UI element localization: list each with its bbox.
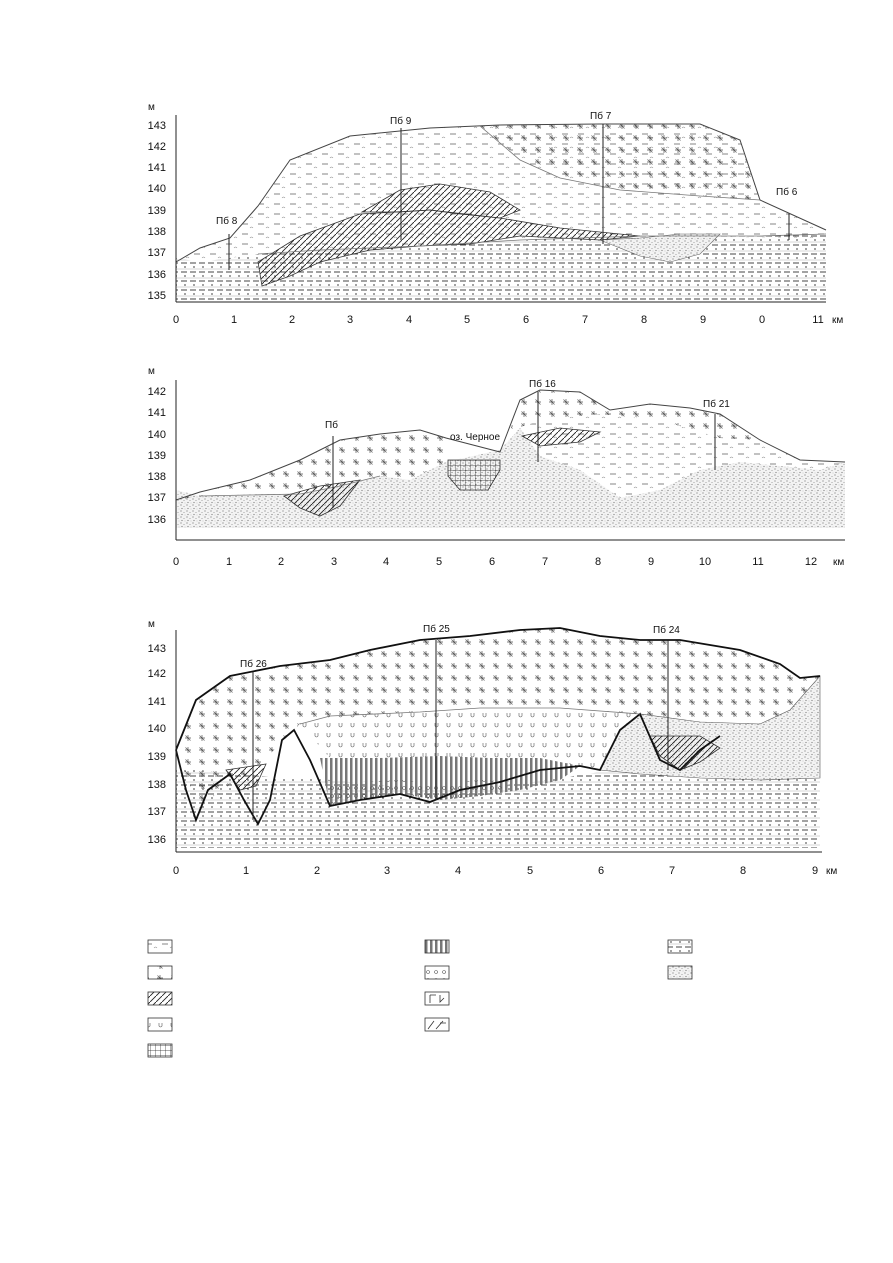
p2-ytick-1: 141 <box>147 407 166 419</box>
legend-swatch-hatch <box>148 992 172 1005</box>
profile-1 <box>148 102 844 326</box>
p2-xtick-12: 12 <box>804 556 818 568</box>
p2-y-unit: м <box>148 366 155 377</box>
p1-x-unit: км <box>832 315 844 326</box>
p2-ytick-5: 137 <box>147 492 166 504</box>
p2-xtick-1: 1 <box>225 556 233 568</box>
p3-xtick-7: 7 <box>668 865 676 877</box>
p3-ytick-7: 136 <box>147 834 166 846</box>
p1-borehole-label-0: Пб 8 <box>216 216 238 227</box>
p3-xtick-0: 0 <box>172 865 180 877</box>
p1-xtick-11: 11 <box>812 314 824 326</box>
p2-borehole-label-2: Пб 21 <box>703 399 730 410</box>
legend-swatch-box-slash <box>425 1018 449 1031</box>
p1-xtick-3: 3 <box>346 314 354 326</box>
p2-ytick-3: 139 <box>147 450 166 462</box>
p3-ytick-1: 142 <box>147 668 166 680</box>
p1-xtick-8: 8 <box>640 314 648 326</box>
p1-xtick-5: 5 <box>463 314 471 326</box>
p1-ytick-6: 137 <box>147 247 166 259</box>
legend-swatch-grid <box>148 1044 172 1057</box>
p1-ytick-5: 138 <box>147 226 166 238</box>
legend-swatch-clay-dash <box>668 940 692 953</box>
p1-ytick-4: 139 <box>147 205 166 217</box>
p2-borehole-label-1: Пб 16 <box>529 379 556 390</box>
p2-xtick-0: 0 <box>172 556 180 568</box>
p3-borehole-label-0: Пб 26 <box>240 659 267 670</box>
p2-xtick-8: 8 <box>594 556 602 568</box>
p2-ytick-2: 140 <box>147 429 166 441</box>
p2-borehole-label-0: Пб <box>325 420 338 431</box>
legend-swatch-circles <box>425 966 449 979</box>
p3-ytick-3: 140 <box>147 723 166 735</box>
p1-ytick-3: 140 <box>147 183 166 195</box>
p3-xtick-8: 8 <box>739 865 747 877</box>
p2-ytick-4: 138 <box>147 471 166 483</box>
p1-y-unit: м <box>148 102 155 113</box>
p1-xtick-10: 0 <box>758 314 766 326</box>
p1-borehole-label-1: Пб 9 <box>390 116 412 127</box>
p3-y-unit: м <box>148 619 155 630</box>
legend-swatch-dash-tilde <box>148 940 172 953</box>
p2-xtick-3: 3 <box>330 556 338 568</box>
p3-borehole-label-2: Пб 24 <box>653 625 680 636</box>
profile-2 <box>148 366 845 568</box>
p3-xtick-2: 2 <box>313 865 321 877</box>
p3-xtick-6: 6 <box>597 865 605 877</box>
p1-xtick-6: 6 <box>522 314 530 326</box>
p3-xtick-4: 4 <box>454 865 462 877</box>
p1-y-ticks <box>148 120 166 302</box>
legend <box>148 940 692 1057</box>
p1-ytick-8: 135 <box>147 290 166 302</box>
p3-xtick-5: 5 <box>526 865 534 877</box>
p3-ytick-2: 141 <box>147 696 166 708</box>
profile-3 <box>148 619 838 877</box>
legend-swatch-swamp <box>148 966 172 979</box>
p2-x-ticks <box>173 556 817 568</box>
p1-ytick-1: 142 <box>147 141 166 153</box>
p3-xtick-9: 9 <box>811 865 819 877</box>
p1-ytick-2: 141 <box>147 162 166 174</box>
legend-swatch-box-tick <box>425 992 449 1005</box>
p3-x-ticks <box>173 865 818 877</box>
p2-ytick-6: 136 <box>147 514 166 526</box>
p3-xtick-3: 3 <box>383 865 391 877</box>
p1-x-ticks <box>173 314 824 326</box>
p2-xtick-4: 4 <box>382 556 390 568</box>
p2-xtick-2: 2 <box>277 556 285 568</box>
p1-borehole-label-2: Пб 7 <box>590 111 612 122</box>
p3-y-ticks <box>148 643 166 846</box>
p3-x-unit: км <box>826 866 838 877</box>
p2-xtick-6: 6 <box>488 556 496 568</box>
p1-xtick-4: 4 <box>405 314 413 326</box>
p3-ytick-4: 139 <box>147 751 166 763</box>
p3-xtick-1: 1 <box>242 865 250 877</box>
p2-x-unit: км <box>833 557 845 568</box>
p2-xtick-11: 11 <box>752 556 764 568</box>
p3-ytick-6: 137 <box>147 806 166 818</box>
p2-xtick-9: 9 <box>647 556 655 568</box>
p2-ytick-0: 142 <box>147 386 166 398</box>
p2-lake-label: оз. Черное <box>450 432 501 443</box>
legend-swatch-dense-bars <box>425 940 449 953</box>
p1-xtick-0: 0 <box>172 314 180 326</box>
p1-ytick-0: 143 <box>147 120 166 132</box>
p1-xtick-9: 9 <box>699 314 707 326</box>
p2-xtick-10: 10 <box>698 556 712 568</box>
p3-ytick-5: 138 <box>147 779 166 791</box>
p1-ytick-7: 136 <box>147 269 166 281</box>
p2-y-ticks <box>148 386 166 526</box>
p2-xtick-7: 7 <box>541 556 549 568</box>
p2-xtick-5: 5 <box>435 556 443 568</box>
p1-borehole-label-3: Пб 6 <box>776 187 798 198</box>
p1-xtick-1: 1 <box>230 314 238 326</box>
p3-borehole-label-1: Пб 25 <box>423 624 450 635</box>
p1-xtick-7: 7 <box>581 314 589 326</box>
p3-ytick-0: 143 <box>147 643 166 655</box>
legend-swatch-u-marks <box>148 1018 172 1031</box>
legend-swatch-sand-dots <box>668 966 692 979</box>
p1-xtick-2: 2 <box>288 314 296 326</box>
